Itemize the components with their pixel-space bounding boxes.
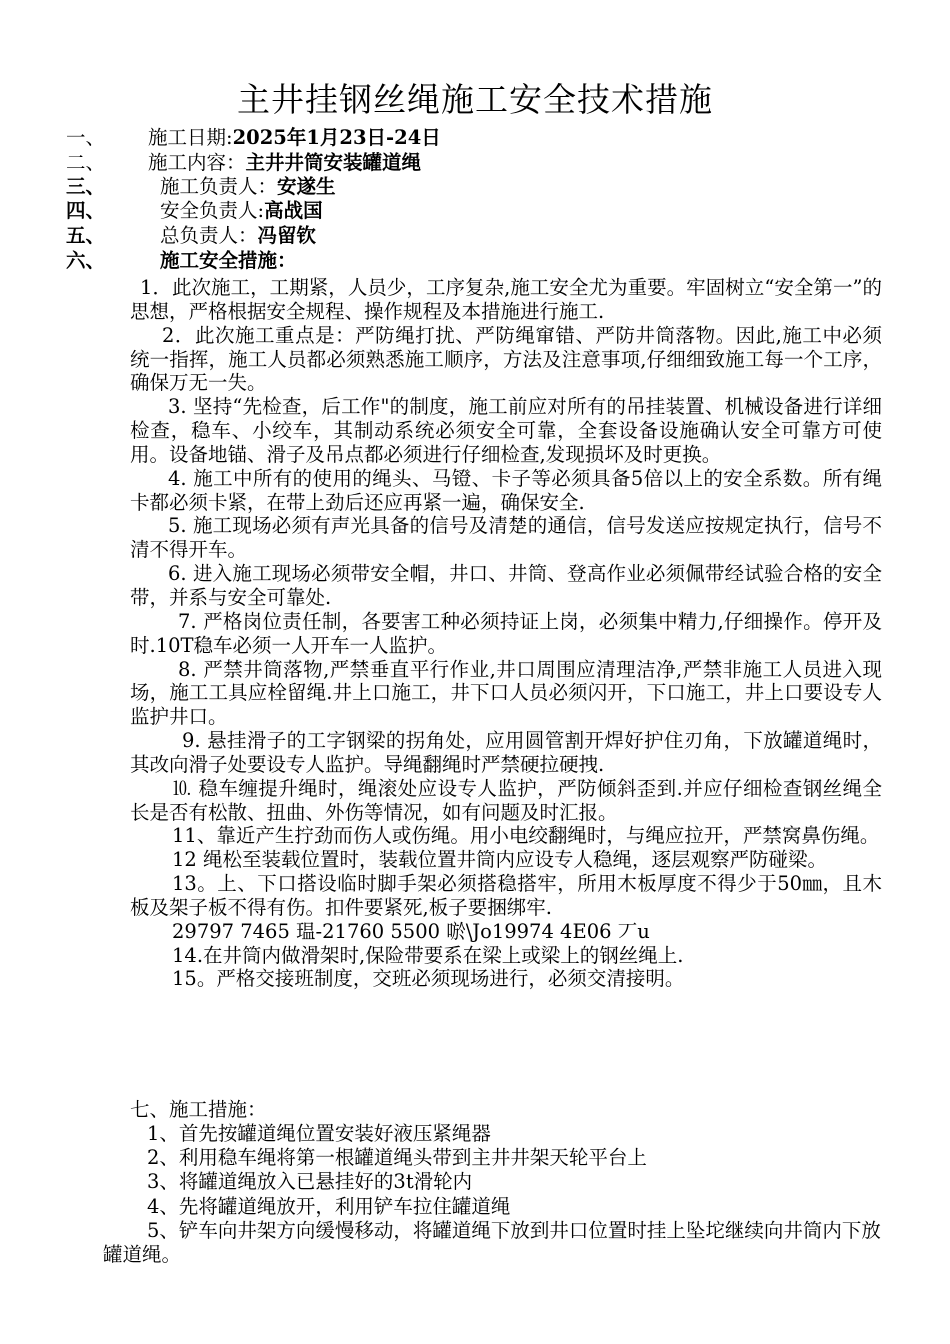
step-item: 4、先将罐道绳放开，利用铲车拉住罐道绳 <box>147 1194 511 1218</box>
measure-paragraph: 8. 严禁井筒落物,严禁垂直平行作业,井口周围应清理洁净,严禁非施工人员进入现场，施工工具应栓留绳.井上口施工，井下口人员必须闪开，下口施工，井上口要设专人监护井口。 <box>130 657 882 729</box>
info-row-content <box>66 150 421 176</box>
measure-paragraph: 3. 坚持“先检查，后工作"的制度，施工前应对所有的吊挂装置、机械设备进行详细检查，稳车、小绞车，其制动系统必须安全可靠，全套设备设施确认安全可靠方可使用。设备地锚、滑子及吊点都必须进行仔细检查,发现损坏及时更换。 <box>130 395 882 466</box>
step-item: 5、铲车向井架方向缓慢移动，将罐道绳下放到井口位置时挂上坠坨继续向井筒内下放罐道绳。 <box>103 1218 881 1267</box>
measure-paragraph: 13。上、下口搭设临时脚手架必须搭稳搭牢，所用木板厚度不得少于50㎜，且木板及架子板不得有伤。扣件要紧死,板子要捆绑牢. <box>130 872 882 919</box>
measure-paragraph: 6. 进入施工现场必须带安全帽，井口、井筒、登高作业必须佩带经试验合格的安全带，并系与安全可靠处. <box>130 562 882 609</box>
step-item: 3、将罐道绳放入已悬挂好的3t滑轮内 <box>147 1170 473 1194</box>
info-row-safety-officer <box>66 198 323 224</box>
measure-paragraph: 14.在井筒内做滑架时,保险带要系在梁上或梁上的钢丝绳上. <box>172 943 684 967</box>
section-seven-title: 七、施工措施： <box>130 1098 267 1121</box>
info-number: 五、 <box>66 224 106 247</box>
step-item: 1、首先按罐道绳位置安装好液压紧绳器 <box>147 1122 491 1145</box>
info-label: 安全负责人: <box>160 199 265 222</box>
info-row-safety-measures <box>66 248 297 274</box>
measure-paragraph: 11、靠近产生拧劲而伤人或伤绳。用小电绞翻绳时，与绳应拉开，严禁窝鼻伤绳。 <box>172 824 880 848</box>
measure-paragraph: 2．此次施工重点是：严防绳打扰、严防绳窜错、严防井筒落物。因此,施工中必须统一指挥，施工人员都必须熟悉施工顺序，方法及注意事项,仔细细致施工每一个工序，确保万无一失。 <box>130 323 882 395</box>
document-title: 主井挂钢丝绳施工安全技术措施 <box>237 80 713 119</box>
info-number: 四、 <box>66 199 106 222</box>
info-label: 施工安全措施： <box>160 249 297 272</box>
measure-paragraph: ⒑ 稳车缠提升绳时，绳滚处应设专人监护，严防倾斜歪到.并应仔细检查钢丝绳全长是否有松散、扭曲、外伤等情况，如有问题及时汇报。 <box>130 776 882 824</box>
info-number: 三、 <box>66 175 106 198</box>
safety-measures-body <box>130 276 882 991</box>
measure-paragraph: 7. 严格岗位责任制，各要害工种必须持证上岗，必须集中精力,仔细操作。停开及时.10T稳车必须一人开车一人监护。 <box>130 609 882 657</box>
step-item: 2、利用稳车绳将第一根罐道绳头带到主井井架天轮平台上 <box>147 1146 647 1170</box>
info-value: 2025年1月23日-24日 <box>232 126 441 149</box>
measure-paragraph: 4. 施工中所有的使用的绳头、马镫、卡子等必须具备5倍以上的安全系数。所有绳卡都必须卡紧，在带上劲后还应再紧一遍，确保安全. <box>130 466 882 514</box>
info-value: 高战国 <box>264 199 323 222</box>
info-value: 冯留钦 <box>257 224 317 247</box>
info-label: 施工负责人： <box>160 175 278 198</box>
measure-paragraph: 15。严格交接班制度，交班必须现场进行，必须交清接明。 <box>172 967 685 991</box>
info-number: 二、 <box>66 151 106 174</box>
info-label: 总负责人： <box>160 224 258 247</box>
measure-paragraph: 12 绳松至装载位置时，装载位置井筒内应设专人稳绳，逐层观察严防碰梁。 <box>172 848 828 872</box>
info-number: 六、 <box>66 249 106 272</box>
measure-paragraph: 5. 施工现场必须有声光具备的信号及清楚的通信，信号发送应按规定执行，信号不清不得开车。 <box>130 514 882 562</box>
info-label: 施工日期: <box>148 126 233 149</box>
info-row-supervisor <box>66 174 336 200</box>
info-row-general-manager <box>66 223 316 249</box>
info-value: 安遂生 <box>277 175 336 198</box>
measure-paragraph: 9. 悬挂滑子的工字钢梁的拐角处，应用圆管割开焊好护住刃角，下放罐道绳时，其改向滑子处要设专人监护。导绳翻绳时严禁硬拉硬拽. <box>130 729 882 776</box>
info-row-date <box>66 125 441 151</box>
info-label: 施工内容： <box>148 151 246 174</box>
construction-steps <box>103 1122 883 1267</box>
info-number: 一、 <box>66 126 106 149</box>
info-value: 主井井筒安装罐道绳 <box>245 151 422 174</box>
garbled-text-line: 29797 7465 瑥-21760 5500 唹\Jo19974 4E06 丆u <box>172 919 650 943</box>
measure-paragraph: 1．此次施工，工期紧，人员少，工序复杂,施工安全尤为重要。牢固树立“安全第一”的思想，严格根据安全规程、操作规程及本措施进行施工. <box>130 276 882 323</box>
